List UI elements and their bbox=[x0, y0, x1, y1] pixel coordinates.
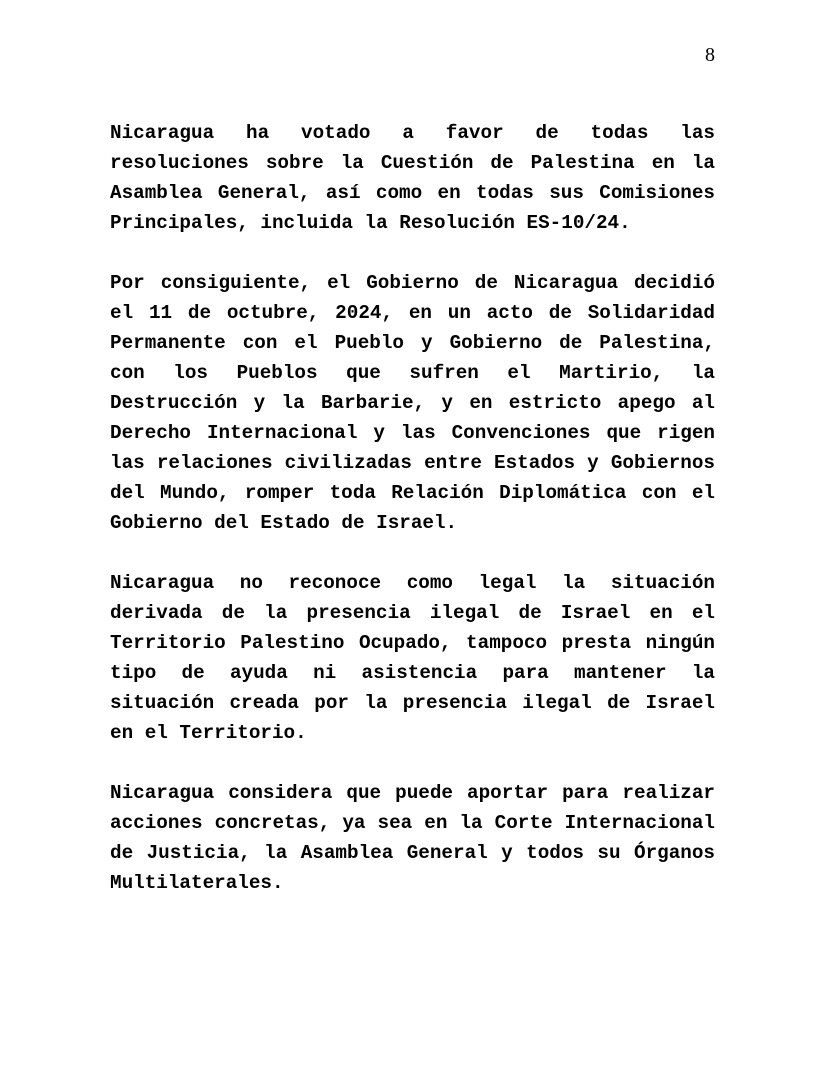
text-line: del Mundo, romper toda Relación Diplomática con el bbox=[110, 482, 715, 504]
text-line: el 11 de octubre, 2024, en un acto de Solidaridad bbox=[110, 302, 715, 324]
text-line: Principales, incluida la Resolución ES-10/24. bbox=[110, 212, 631, 234]
text-line: Nicaragua no reconoce como legal la situación bbox=[110, 572, 715, 594]
text-line: las relaciones civilizadas entre Estados y Gobiernos bbox=[110, 452, 715, 474]
text-line: Por consiguiente, el Gobierno de Nicaragua decidió bbox=[110, 272, 715, 294]
text-line: tipo de ayuda ni asistencia para mantener la bbox=[110, 662, 715, 684]
page-number: 8 bbox=[705, 44, 715, 66]
text-line: Gobierno del Estado de Israel. bbox=[110, 512, 458, 534]
paragraph bbox=[110, 118, 715, 238]
text-line: Asamblea General, así como en todas sus Comisiones bbox=[110, 182, 715, 204]
text-line: Multilaterales. bbox=[110, 872, 284, 894]
text-line: en el Territorio. bbox=[110, 722, 307, 744]
text-line: con los Pueblos que sufren el Martirio, la bbox=[110, 362, 715, 384]
text-line: Destrucción y la Barbarie, y en estricto apego al bbox=[110, 392, 715, 414]
text-line: situación creada por la presencia ilegal de Israel bbox=[110, 692, 715, 714]
text-line: resoluciones sobre la Cuestión de Palestina en la bbox=[110, 152, 715, 174]
text-line: Derecho Internacional y las Convenciones que rigen bbox=[110, 422, 715, 444]
paragraph bbox=[110, 268, 715, 538]
text-line: Permanente con el Pueblo y Gobierno de Palestina, bbox=[110, 332, 715, 354]
text-line: derivada de la presencia ilegal de Israel en el bbox=[110, 602, 715, 624]
text-line: de Justicia, la Asamblea General y todos su Órganos bbox=[110, 842, 715, 864]
text-line: acciones concretas, ya sea en la Corte Internacional bbox=[110, 812, 715, 834]
paragraph bbox=[110, 568, 715, 748]
document-body bbox=[110, 118, 715, 928]
paragraph bbox=[110, 778, 715, 898]
text-line: Territorio Palestino Ocupado, tampoco presta ningún bbox=[110, 632, 715, 654]
text-line: Nicaragua ha votado a favor de todas las bbox=[110, 122, 715, 144]
text-line: Nicaragua considera que puede aportar para realizar bbox=[110, 782, 715, 804]
